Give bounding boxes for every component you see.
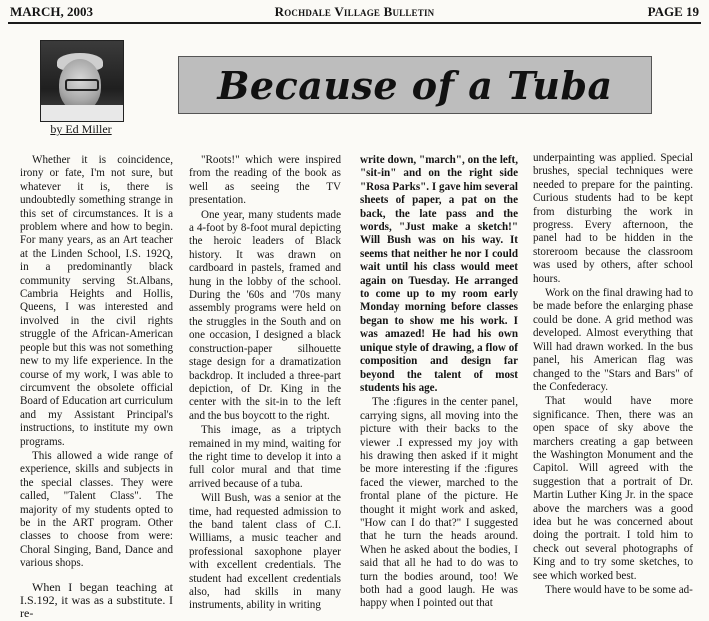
article-column-3 xyxy=(360,154,518,610)
paragraph: Work on the final drawing had to be made before the enlarging phase could be done. A grid method was developed. Almost everything that Will had drawn worked. In the bus panel, his American flag was changed to the "Stars and Bars" of the Confederacy. xyxy=(533,287,693,393)
page-number: PAGE 19 xyxy=(647,4,699,19)
headline: Because of a Tuba xyxy=(217,62,613,108)
paragraph: One year, many students made a 4-foot by 8-foot mural depicting the heroic leaders of Black history. It was drawn on cardboard in pastels, framed and hung in the lobby of the school. During the '60s and '70s many assembly programs were held on the struggles in the South and on one occasion, I designed a black construction-paper silhouette stage design for a dramatization backdrop. It included a three-part depiction, of Dr. King in the center with the sit-in to the left and the bus boycott to the right. xyxy=(189,208,341,422)
paragraph: When I began teaching at I.S.192, it was as a substitute. I re- xyxy=(20,579,173,621)
author-photo xyxy=(40,40,124,122)
paragraph: underpainting was applied. Special brushes, special techniques were needed to prepare for the painting. Curious students had to be kept from disturbing the work in progress. Every afternoon, the panel had to be hidden in the storeroom because the classroom was used by others, after school hours. xyxy=(533,152,693,285)
paragraph: The :figures in the center panel, carrying signs, all moving into the picture with their backs to the viewer .I expressed my joy with his drawing then asked if it might be more interesting if the :figures faced the viewer, marched to the frontal plane of the picture. He thought it might work and asked, "How can I do that?" I suggested that he turn the heads around. When he asked about the bodies, I said that all he had to do was to turn the bodies around, too! We both had a good laugh. He was happy when I pointed out that xyxy=(360,396,518,610)
header-rule xyxy=(8,22,701,24)
page-header xyxy=(10,3,699,21)
paragraph: That would have more significance. Then, there was an open space of sky above the marchers creating a gap between the Washington Monument and the Capitol. Will agreed with the suggestion that a portrait of Dr. Martin Luther King Jr. in the space above the marchers was a good idea but he was concerned about doing the portrait. I told him to check out several photographs of King and to try some sketches, to see which worked best. xyxy=(533,395,693,582)
paragraph: Will Bush, was a senior at the time, had requested admission to the band talent class of C.I. Williams, a music teacher and professional saxophone player with excellent credentials. The student had excellent credentials also, had skills in many instruments, ability in writing xyxy=(189,492,341,612)
paragraph: Whether it is coincidence, irony or fate, I'm not sure, but whatever it is, there is undoubtedly something strange in this set of circumstances. It is a problem where and how to begin. For many years, as an Art teacher at the Linden School, I.S. 192Q, in a predominantly black community serving St.Albans, Cambria Heights and Hollis, Queens, I was interested and involved in the civil rights struggle of the African-American people but this was not something new to my life experience. In the course of my work, I was able to circumvent the obsolete official Board of Education art curriculum and my Assistant Principal's instructions, to institute my own programs. xyxy=(20,154,173,448)
publication-name: Rochdale Village Bulletin xyxy=(274,4,435,19)
paragraph: "Roots!" which were inspired from the reading of the book as well as seeing the TV presentation. xyxy=(189,154,341,207)
paragraph: There would have to be some ad- xyxy=(545,584,693,596)
byline: by Ed Miller xyxy=(50,122,112,136)
headline-banner xyxy=(178,56,652,114)
article-column-2 xyxy=(189,154,341,612)
article-column-4 xyxy=(533,152,693,596)
article-column-1 xyxy=(20,154,173,621)
paragraph: This allowed a wide range of experience, skills and subjects in the special classes. They were called, "Talent Class". The majority of my students opted to be in the ART program. Other classes to choose from were: Choral Singing, Band, Dance and various shops. xyxy=(20,449,173,570)
paragraph: write down, "march", on the left, "sit-in" and on the right side "Rosa Parks". I gave him several sheets of paper, a pat on the back, the late pass and the words, "Just make a sketch!" Will Bush was on his way. It seems that neither he nor I could wait until his class would meet again on Tuesday. He arranged to come up to my room early Monday morning before classes began to show me his work. I was amazed! He had his own unique style of drawing, a flow of composition and design far beyond the talent of most students his age. xyxy=(360,154,518,394)
issue-date: MARCH, 2003 xyxy=(10,4,94,19)
paragraph: This image, as a triptych remained in my mind, waiting for the right time to develop it into a full color mural and that time arrived because of a tuba. xyxy=(189,424,341,490)
